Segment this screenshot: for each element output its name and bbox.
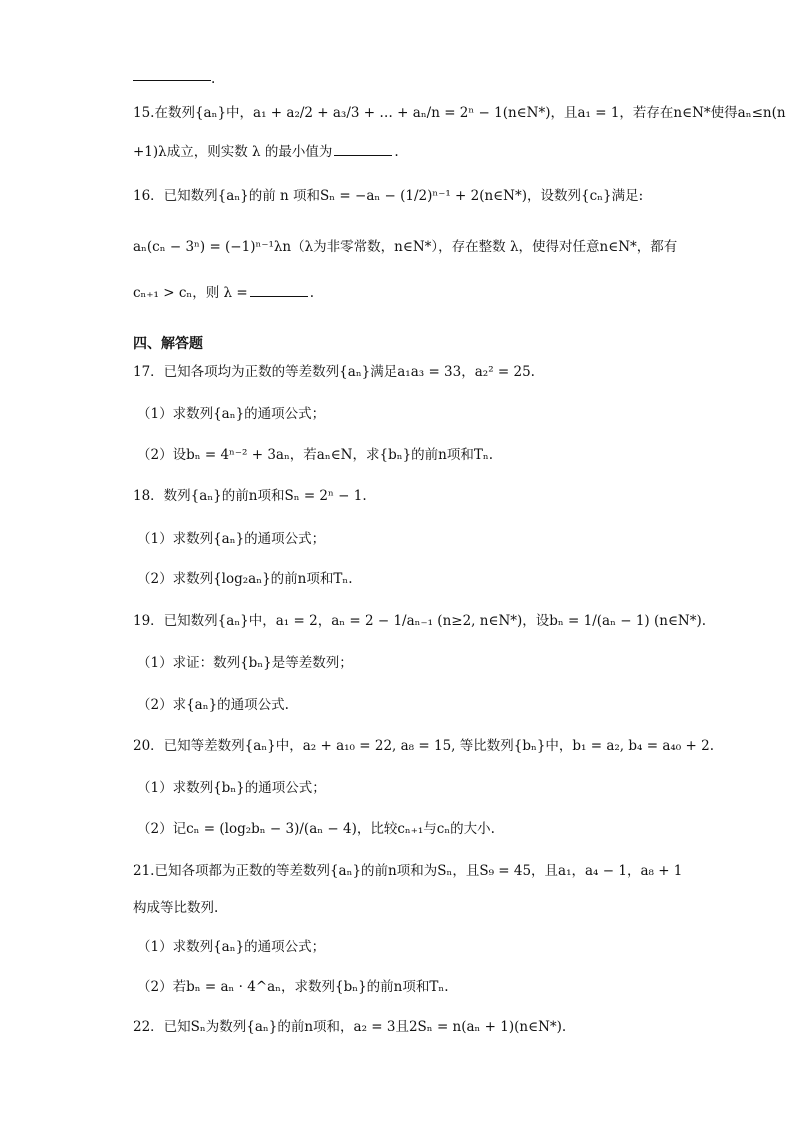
question-19-part-2: （2）求{aₙ}的通项公式.	[137, 697, 289, 713]
question-15-line-1: 15.在数列{aₙ}中，a₁ + a₂/2 + a₃/3 + … + aₙ/n = 2ⁿ − 1(n∈N*)，且a₁ = 1，若存在n∈N*使得aₙ≤n(n	[133, 105, 786, 121]
answer-blank	[250, 282, 308, 297]
question-17-stem: 17．已知各项均为正数的等差数列{aₙ}满足a₁a₃ = 33，a₂² = 25.	[133, 364, 535, 380]
answer-blank	[133, 80, 211, 81]
question-18-part-1: （1）求数列{aₙ}的通项公式；	[137, 531, 326, 547]
question-20-stem: 20．已知等差数列{aₙ}中，a₂ + a₁₀ = 22, a₈ = 15, 等比数列{bₙ}中，b₁ = a₂, b₄ = a₄₀ + 2.	[133, 738, 714, 754]
question-15-end: .	[394, 144, 399, 160]
question-18-part-2: （2）求数列{log₂aₙ}的前n项和Tₙ.	[137, 571, 353, 587]
question-21-part-1: （1）求数列{aₙ}的通项公式；	[137, 939, 326, 955]
question-15-line-2	[133, 141, 399, 161]
question-20-part-1: （1）求数列{bₙ}的通项公式；	[137, 780, 326, 796]
question-22-stem: 22．已知Sₙ为数列{aₙ}的前n项和，a₂ = 3且2Sₙ = n(aₙ + 1)(n∈N*).	[133, 1019, 567, 1035]
question-15-text: +1)λ成立，则实数 λ 的最小值为	[133, 144, 333, 160]
question-16-line-1: 16．已知数列{aₙ}的前 n 项和Sₙ = −aₙ − (1/2)ⁿ⁻¹ + 2(n∈N*)，设数列{cₙ}满足:	[133, 188, 644, 204]
question-16-line-2: aₙ(cₙ − 3ⁿ) = (−1)ⁿ⁻¹λn（λ为非零常数，n∈N*），存在整数 λ，使得对任意n∈N*，都有	[133, 239, 678, 255]
question-21-part-2: （2）若bₙ = aₙ · 4^aₙ，求数列{bₙ}的前n项和Tₙ.	[137, 979, 449, 995]
section-title: 四、解答题	[133, 336, 203, 352]
blank-suffix: .	[211, 71, 216, 87]
question-20-part-2: （2）记cₙ = (log₂bₙ − 3)/(aₙ − 4)，比较cₙ₊₁与cₙ的大小.	[137, 821, 495, 837]
question-21-line-1: 21.已知各项都为正数的等差数列{aₙ}的前n项和为Sₙ，且S₉ = 45，且a₁，a₄ − 1，a₈ + 1	[133, 863, 683, 879]
question-17-part-2: （2）设bₙ = 4ⁿ⁻² + 3aₙ，若aₙ∈N，求{bₙ}的前n项和Tₙ.	[137, 447, 493, 463]
question-18-stem: 18．数列{aₙ}的前n项和Sₙ = 2ⁿ − 1.	[133, 488, 367, 504]
question-17-part-1: （1）求数列{aₙ}的通项公式；	[137, 406, 326, 422]
question-16-line-3	[133, 282, 314, 302]
question-21-line-2: 构成等比数列.	[133, 900, 219, 916]
question-19-part-1: （1）求证：数列{bₙ}是等差数列；	[137, 655, 353, 671]
answer-blank	[334, 141, 392, 156]
question-16-text: cₙ₊₁ > cₙ，则 λ =	[133, 285, 248, 301]
question-16-end: .	[309, 285, 314, 301]
question-19-stem: 19．已知数列{aₙ}中，a₁ = 2，aₙ = 2 − 1/aₙ₋₁ (n≥2, n∈N*)，设bₙ = 1/(aₙ − 1) (n∈N*).	[133, 613, 707, 629]
